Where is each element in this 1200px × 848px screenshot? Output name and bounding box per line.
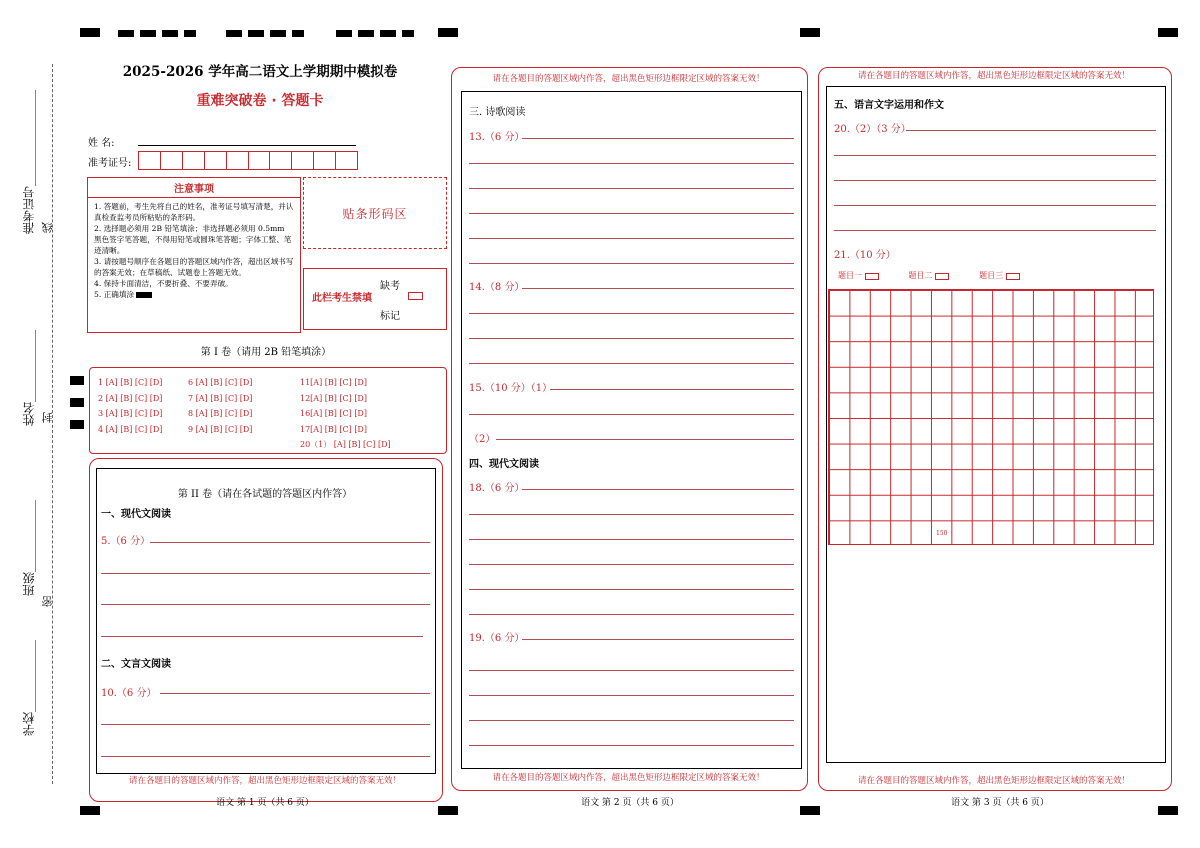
answer-line[interactable] (469, 695, 794, 696)
registration-mark (800, 28, 820, 37)
barcode-label: 贴条形码区 (342, 206, 408, 221)
binding-feng: 封 (41, 412, 54, 423)
area-notice: 请在各题目的答题区域内作答，超出黑色矩形边框限定区域的答案无效！ (492, 773, 765, 783)
filled-example (136, 292, 152, 298)
absent-box (303, 268, 447, 330)
registration-mark (438, 806, 458, 815)
answer-line[interactable] (834, 180, 1156, 181)
part2-title: 第 II 卷（请在各试题的答题区内作答） (177, 489, 353, 500)
answer-line[interactable] (522, 138, 794, 139)
answer-line[interactable] (469, 539, 794, 540)
question-label: 21.（10 分） (834, 250, 896, 261)
exam-no-boxes[interactable] (138, 151, 358, 170)
question-label: 18.（6 分） (469, 483, 525, 494)
mc-row[interactable]: 12[A] [B] [C] [D] (300, 393, 367, 403)
mc-row[interactable]: 1 [A] [B] [C] [D] (98, 378, 163, 387)
mc-row[interactable]: 3 [A] [B] [C] [D] (98, 409, 163, 418)
answer-line[interactable] (101, 724, 430, 725)
answer-line[interactable] (469, 614, 794, 615)
answer-line[interactable] (101, 636, 423, 637)
page-title: 2025-2026 学年高二语文上学期期中模拟卷 (122, 64, 398, 80)
answer-line[interactable] (469, 188, 794, 189)
registration-mark (70, 420, 84, 429)
answer-line[interactable] (469, 363, 794, 364)
section-title: 四、现代文阅读 (469, 459, 539, 470)
answer-line[interactable] (906, 130, 1156, 131)
mc-col-2 (188, 375, 252, 437)
notice-item: 5. 正确填涂 (94, 289, 294, 300)
notice-item: 2. 选择题必须用 2B 铅笔填涂；非选择题必须用 0.5mm 黑色签字笔答题，不得用铅笔或圆珠笔答题；字体工整、笔迹清晰。 (94, 224, 292, 255)
notice-item: 4. 保持卡面清洁，不要折叠、不要弄破。 (94, 279, 233, 288)
answer-line[interactable] (834, 155, 1156, 156)
answer-line[interactable] (101, 604, 430, 605)
barcode-area (303, 177, 447, 249)
answer-line[interactable] (834, 205, 1156, 206)
binding-mi: 密 (41, 596, 54, 607)
registration-dashes (336, 30, 414, 37)
registration-dashes (226, 30, 304, 37)
question-label: （2） (469, 434, 496, 445)
grid-count-marker: 150 (936, 530, 948, 537)
question-label: 19.（6 分） (469, 633, 525, 644)
topic-option[interactable]: 题目二 (909, 270, 950, 281)
notice-box (87, 177, 301, 333)
answer-line[interactable] (469, 263, 794, 264)
page-footer: 语文 第 3 页（共 6 页） (951, 798, 1049, 808)
registration-mark (800, 806, 820, 815)
answer-line[interactable] (496, 439, 794, 440)
mc-row[interactable]: 17[A] [B] [C] [D] (300, 424, 367, 434)
answer-line[interactable] (469, 564, 794, 565)
binding-name: 姓名____________ (22, 330, 36, 426)
answer-line[interactable] (469, 338, 794, 339)
registration-dashes (118, 30, 196, 37)
notice-item: 1. 答题前，考生先将自己的姓名，准考证号填写清楚，并认真检查监考员所粘贴的条形码。 (94, 202, 294, 222)
mc-row[interactable]: 2 [A] [B] [C] [D] (98, 393, 163, 403)
page-subtitle: 重难突破卷 · 答题卡 (196, 93, 324, 109)
registration-mark (70, 398, 84, 407)
name-field[interactable] (138, 145, 356, 146)
answer-line[interactable] (834, 230, 1156, 231)
question-label: 10.（6 分） (101, 688, 157, 699)
area-notice: 请在各题目的答题区域内作答，超出黑色矩形边框限定区域的答案无效！ (128, 776, 401, 786)
binding-class: 班级____________ (22, 500, 36, 596)
area-notice: 请在各题目的答题区域内作答，超出黑色矩形边框限定区域的答案无效！ (857, 776, 1130, 786)
mc-col-1 (98, 375, 162, 437)
mc-row[interactable]: 6 [A] [B] [C] [D] (188, 378, 253, 387)
mc-row[interactable]: 16[A] [B] [C] [D] (300, 409, 367, 418)
area-notice: 请在各题目的答题区域内作答，超出黑色矩形边框限定区域的答案无效！ (492, 74, 765, 84)
registration-mark (80, 28, 100, 37)
registration-mark (70, 376, 84, 385)
notice-list (88, 198, 300, 300)
page-footer: 语文 第 1 页（共 6 页） (216, 798, 314, 808)
mc-row[interactable]: 9 [A] [B] [C] [D] (188, 424, 253, 434)
mc-row[interactable]: 4 [A] [B] [C] [D] (98, 424, 163, 434)
registration-mark (80, 806, 100, 815)
answer-line[interactable] (101, 573, 430, 574)
answer-line[interactable] (160, 693, 430, 694)
mc-box (89, 367, 447, 454)
mc-row[interactable]: 11[A] [B] [C] [D] (300, 378, 367, 387)
answer-line[interactable] (469, 313, 794, 314)
registration-mark (1158, 28, 1178, 37)
absent-mark-box[interactable] (408, 292, 423, 300)
answer-line[interactable] (522, 489, 794, 490)
notice-title: 注意事项 (88, 178, 300, 198)
answer-line[interactable] (469, 514, 794, 515)
exam-no-label: 准考证号: (88, 158, 132, 169)
answer-line[interactable] (469, 720, 794, 721)
answer-line[interactable] (469, 238, 794, 239)
question-label: 15.（10 分）（1） (469, 383, 553, 394)
answer-line[interactable] (469, 213, 794, 214)
absent-text: 缺考 (380, 281, 400, 292)
name-label: 姓 名: (88, 138, 115, 149)
notice-item: 3. 请按题号顺序在各题目的答题区域内作答，超出区域书写的答案无效；在草稿纸、试题卷上答题无效。 (94, 257, 294, 277)
section-title: 一、现代文阅读 (101, 509, 171, 520)
answer-line[interactable] (522, 639, 794, 640)
question-label: 14.（8 分） (469, 282, 525, 293)
answer-line[interactable] (469, 745, 794, 746)
registration-mark (438, 28, 458, 37)
answer-line[interactable] (469, 414, 794, 415)
essay-grid[interactable] (828, 289, 1154, 545)
mc-col-3 (300, 375, 391, 453)
area-notice: 请在各题目的答题区域内作答，超出黑色矩形边框限定区域的答案无效！ (857, 71, 1130, 81)
mc-row[interactable]: 8 [A] [B] [C] [D] (188, 409, 253, 418)
answer-line[interactable] (101, 756, 430, 757)
question-label: 13.（6 分） (469, 132, 525, 143)
binding-school: 学校____________ (22, 640, 36, 736)
mc-row[interactable]: 7 [A] [B] [C] [D] (188, 393, 253, 403)
registration-mark (1158, 806, 1178, 815)
binding-exam-no: 准考证号________________ (22, 90, 36, 234)
section-title: 五、语言文字运用和作文 (834, 100, 944, 111)
topic-option[interactable]: 题目一 (838, 270, 879, 281)
answer-line[interactable] (469, 670, 794, 671)
absent-text: 标记 (380, 311, 400, 322)
binding-xian: 线 (41, 222, 54, 233)
question-label: 20.（2）（3 分） (834, 124, 911, 135)
answer-line[interactable] (469, 163, 794, 164)
section-title: 三. 诗歌阅读 (469, 107, 526, 118)
page-footer: 语文 第 2 页（共 6 页） (581, 798, 679, 808)
answer-line[interactable] (522, 288, 794, 289)
mc-row[interactable]: 20（1） [A] [B] [C] [D] (300, 440, 391, 449)
answer-line[interactable] (150, 542, 430, 543)
question-label: 5.（6 分） (101, 536, 151, 547)
answer-line[interactable] (469, 589, 794, 590)
binding-line (52, 64, 53, 784)
section-title: 二、文言文阅读 (101, 659, 171, 670)
absent-label: 此栏考生禁填 (312, 293, 372, 304)
answer-line[interactable] (550, 389, 794, 390)
part1-title: 第 I 卷（请用 2B 铅笔填涂） (200, 347, 332, 358)
topic-option[interactable]: 题目三 (979, 270, 1020, 281)
page2-inner (461, 91, 802, 769)
topic-options (838, 270, 1020, 281)
